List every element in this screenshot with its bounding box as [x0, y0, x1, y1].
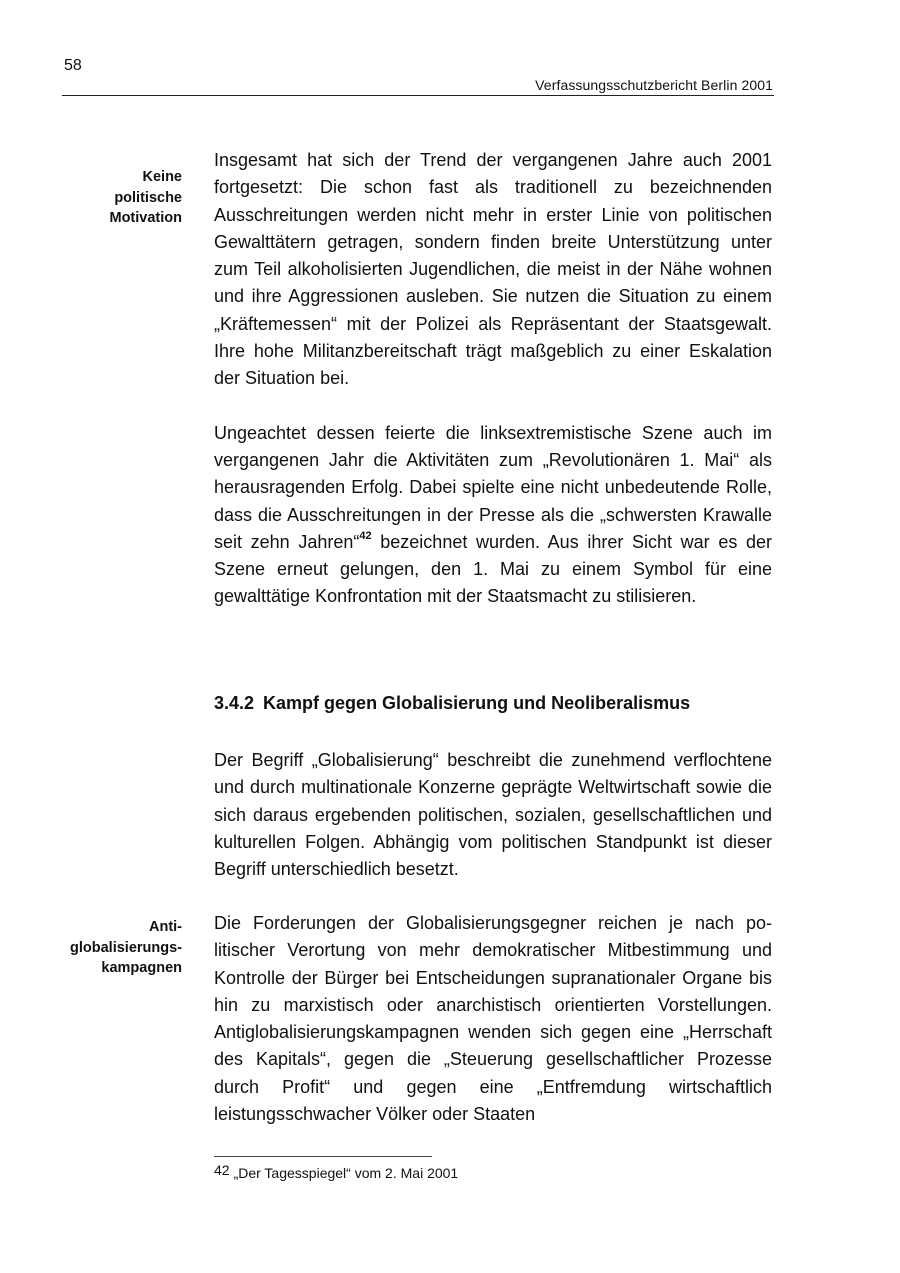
footnote-number: 42: [214, 1162, 230, 1178]
paragraph-revolutionaerer-1-mai: [214, 420, 772, 611]
header-divider: [62, 95, 774, 96]
margin-note-line: Motivation: [109, 210, 182, 226]
margin-note-line: kampagnen: [101, 960, 182, 976]
margin-note-line: politische: [114, 189, 182, 206]
paragraph-forderungen-globalisierungsgegner: Die Forderungen der Globalisierungsgegner reichen je nach politischer Verortung von mehr demokratischer Mitbestimmung und Kontrolle der Bürger bei Entscheidungen supranationaler Organe bis hin zu marxistisch oder anarchistisch orientierten Vorstellungen. Antiglobalisierungskampagnen wenden sich gegen eine „Herrschaft des Kapitals“, gegen die „Steuerung gesellschaftlicher Prozesse durch Profit“ und gegen eine „Entfremdung wirtschaftlich leistungsschwacher Völker oder Staaten: [214, 913, 772, 1125]
footnote-42: [214, 1162, 459, 1181]
footnote-divider: [214, 1156, 432, 1157]
margin-note-line: Anti-: [148, 919, 182, 935]
body-text-block-2: [214, 747, 772, 883]
section-heading: [214, 693, 774, 714]
paragraph-trend-2001: Insgesamt hat sich der Trend der vergangenen Jahre auch 2001 fortgesetzt: Die schon fast als traditionell zu bezeichnenden Ausschreitungen werden nicht mehr in erster Linie von politischen Gewalttätern getragen, sondern finden breite Unterstützung unter zum Teil alkoholisierten Jugendlichen, die meist in der Nähe wohnen und ihre Aggressionen ausleben. Sie nutzen die Situation zu einem „Kräftemessen“ mit der Polizei als Repräsentant der Staatsgewalt. Ihre hohe Militanzbereitschaft trägt maßgeblich zu einer Eskalation der Situation bei.: [214, 150, 772, 389]
page-number: 58: [64, 57, 82, 74]
paragraph-begriff-globalisierung: Der Begriff „Globalisierung“ beschreibt die zunehmend verflochtene und durch multinationale Konzerne geprägte Weltwirtschaft sowie die sich daraus ergebenden politischen, sozialen, gesellschaftlichen und kulturellen Folgen. Abhängig vom politischen Standpunkt ist dieser Begriff unterschiedlich besetzt.: [214, 750, 772, 880]
margin-note-line: Keine: [142, 169, 182, 185]
margin-note-antiglobalisierungskampagnen: [22, 917, 182, 979]
margin-note-keine-politische-motivation: [22, 167, 182, 229]
body-text-block-3: [214, 910, 772, 1128]
body-text-block-1: [214, 147, 772, 611]
section-number: 3.4.2: [214, 693, 255, 713]
paragraph-text: Ungeachtet dessen feierte die linksextremistische Szene auch im vergangenen Jahr die Aktivitäten zum „Revolutionären 1. Mai“ als herausragenden Erfolg. Dabei spielte eine nicht unbedeutende Rolle, dass die Ausschreitungen in der Presse als die „schwersten Krawalle seit zehn Jahren“: [214, 422, 772, 552]
running-header-title: Verfassungsschutzbericht Berlin 2001: [535, 77, 773, 93]
footnote-reference-42[interactable]: 42: [359, 529, 372, 542]
section-title: Kampf gegen Globalisierung und Neoliberalismus: [263, 693, 691, 713]
margin-note-line: globalisierungs-: [70, 939, 182, 956]
paragraph-text: bezeichnet wurden. Aus ihrer Sicht war es der Szene erneut gelungen, den 1. Mai zu einem Symbol für eine gewalttätige Konfrontation mit der Staatsmacht zu stilisieren.: [214, 531, 772, 607]
footnote-text: „Der Tagesspiegel“ vom 2. Mai 2001: [233, 1165, 459, 1181]
